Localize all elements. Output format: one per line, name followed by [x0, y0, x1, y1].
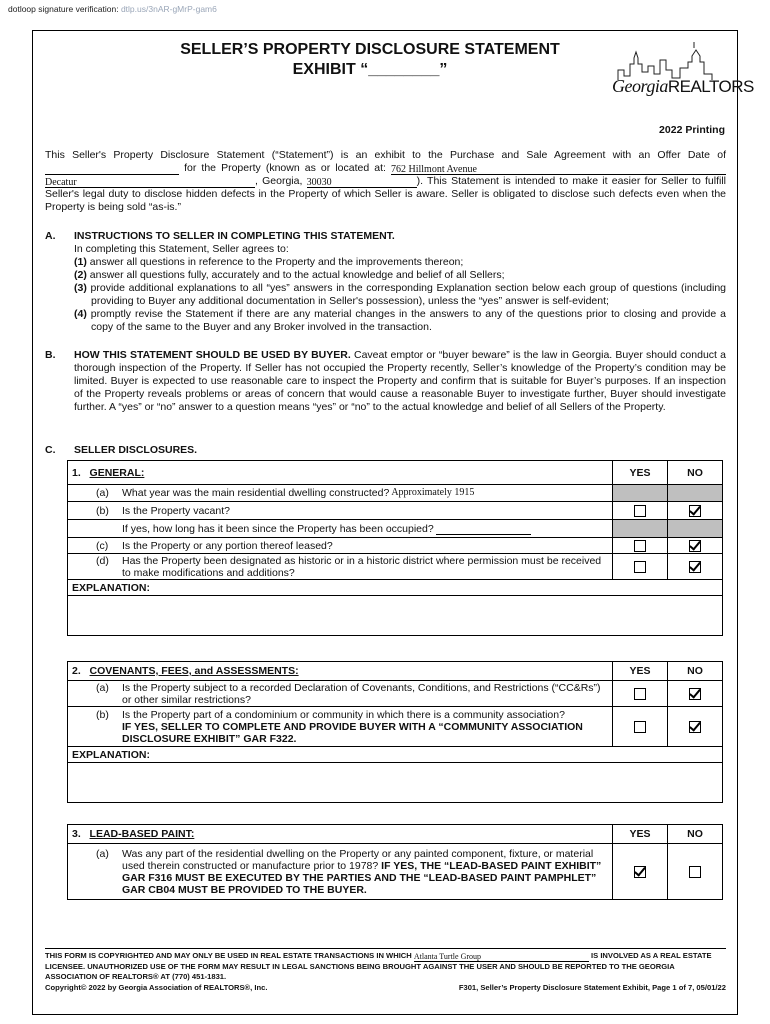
- covenants-explanation-field[interactable]: [68, 763, 723, 803]
- 1b-no-checkbox[interactable]: [689, 505, 701, 517]
- covenants-explanation-label: EXPLANATION:: [68, 747, 723, 763]
- form-title: [150, 40, 590, 80]
- section-b: B. HOW THIS STATEMENT SHOULD BE USED BY BUYER. Caveat emptor or “buyer beware” is the law in Georgia. Buyer should conduct a thorough inspection of the Property. If Seller has not occupied the Property recently, Seller’s knowledge of the Property’s condition may be limited. Buyer is expected to use reasonable care to inspect the Property and confirm that is suitable for Buyer’s purposes. If an inspection of the Property reveals problems or areas of concern that would cause a reasonable Buyer to investigate further, Buyer should investigate further. A “yes” or “no” answer to a question means “yes” or “no” to the actual knowledge and belief of all Sellers of the Property.: [45, 349, 727, 413]
- covenants-header: 2. COVENANTS, FEES, and ASSESSMENTS:: [68, 662, 613, 681]
- question-3a: (a) Was any part of the residential dwelling on the Property or any painted component, fixture, or material used therein constructed or manufacture prior to 1978? IF YES, THE “LEAD-BASED PAINT EXHIBIT” GAR F316 MUST BE EXECUTED BY THE PARTIES AND THE “LEAD-BASED PAINT PAMPHLET” GAR CB04 MUST BE PROVIDED TO THE BUYER.: [68, 844, 613, 900]
- 1d-yes-checkbox[interactable]: [634, 561, 646, 573]
- 1c-no-checkbox[interactable]: [689, 540, 701, 552]
- printing-year: 2022 Printing: [659, 124, 725, 136]
- section-a: A. INSTRUCTIONS TO SELLER IN COMPLETING THIS STATEMENT. In completing this Statement, Seller agrees to: (1) answer all questions in reference to the Property and the improvements thereon; (2) answer all questions fully, accurately and to the actual knowledge and belief of all Sellers; (3) provide additional explanations to all “yes” answers in the corresponding Explanation section below each group of questions (including providing to Buyer any additional documentation in Seller's possession), unless the “yes” answer is self-evident; (4) promptly revise the Statement if there are any material changes in the answers to any of the questions prior to closing and provide a copy of the same to the Buyer and any Broker involved in the transaction.: [45, 230, 727, 333]
- zip-field[interactable]: 30030: [307, 176, 417, 188]
- 2b-no-checkbox[interactable]: [689, 721, 701, 733]
- verification-link[interactable]: dtlp.us/3nAR-gMrP-gam6: [120, 4, 217, 14]
- section-b-heading: HOW THIS STATEMENT SHOULD BE USED BY BUYER.: [74, 349, 351, 361]
- year-built-answer[interactable]: Approximately 1915: [391, 487, 475, 498]
- general-header: 1. GENERAL:: [68, 461, 613, 485]
- intro-paragraph: This Seller's Property Disclosure Statement (“Statement”) is an exhibit to the Purchase and Sale Agreement with an Offer Date of for the Property (known as or located at: 762 Hillmont Avenue Decatur , Georgia, 30030 ). This Statement is intended to make it easier for Seller to fulfill Seller's legal duty to disclose hidden defects in the Property of which Seller is aware. Seller is obligated to disclose such defects even when the Property is being sold “as-is.”: [45, 149, 727, 213]
- lead-paint-table: 3. LEAD-BASED PAINT: YES NO (a) Was any part of the residential dwelling on the Property or any painted component, fixture, or material used therein constructed or manufacture prior to 1978? IF YES, THE “LEAD-BASED PAINT EXHIBIT” GAR F316 MUST BE EXECUTED BY THE PARTIES AND THE “LEAD-BASED PAINT PAMPHLET” GAR CB04 MUST BE PROVIDED TO THE BUYER.: [67, 824, 723, 900]
- section-c: C. SELLER DISCLOSURES.: [45, 444, 198, 456]
- general-no-header: NO: [668, 461, 723, 485]
- general-yes-header: YES: [613, 461, 668, 485]
- title-line-2: EXHIBIT “________”: [292, 61, 448, 78]
- verification-label: dotloop signature verification:: [8, 4, 119, 14]
- 3a-no-checkbox[interactable]: [689, 866, 701, 878]
- verification-bar: [8, 4, 217, 14]
- title-line-1: SELLER’S PROPERTY DISCLOSURE STATEMENT: [180, 41, 560, 58]
- section-a-heading: INSTRUCTIONS TO SELLER IN COMPLETING THIS STATEMENT.: [74, 230, 395, 242]
- general-explanation-label: EXPLANATION:: [68, 580, 723, 596]
- address-field[interactable]: 762 Hillmont Avenue: [391, 163, 726, 175]
- firm-name-field[interactable]: Atlanta Turtle Group: [414, 952, 589, 962]
- footer: THIS FORM IS COPYRIGHTED AND MAY ONLY BE USED IN REAL ESTATE TRANSACTIONS IN WHICH Atlanta Turtle Group IS INVOLVED AS A REAL ESTATE LICENSEE. UNAUTHORIZED USE OF THE FORM MAY RESULT IN LEGAL SANCTIONS BEING BROUGHT AGAINST THE USER AND SHOULD BE REPORTED TO THE GEORGIA ASSOCIATION OF REALTORS® AT (770) 451-1831. Copyright© 2022 by Georgia Association of REALTORS®, Inc. F301, Seller’s Property Disclosure Statement Exhibit, Page 1 of 7, 05/01/22: [45, 948, 726, 993]
- section-c-heading: SELLER DISCLOSURES.: [74, 444, 198, 456]
- question-1b: (b) Is the Property vacant?: [68, 502, 613, 520]
- question-1a: (a) What year was the main residential dwelling constructed? Approximately 1915: [68, 485, 613, 502]
- city-field[interactable]: Decatur: [45, 176, 255, 188]
- question-1d: (d) Has the Property been designated as historic or in a historic district where permission must be received to make modifications and additions?: [68, 554, 613, 580]
- 1d-no-checkbox[interactable]: [689, 561, 701, 573]
- lead-paint-header: 3. LEAD-BASED PAINT:: [68, 825, 613, 844]
- vacancy-duration-field[interactable]: [436, 523, 531, 535]
- question-2a: (a) Is the Property subject to a recorded Declaration of Covenants, Conditions, and Restrictions (“CC&Rs”) or other similar restrictions?: [68, 681, 613, 707]
- 3a-yes-checkbox[interactable]: [634, 866, 646, 878]
- 2a-no-checkbox[interactable]: [689, 688, 701, 700]
- 1c-yes-checkbox[interactable]: [634, 540, 646, 552]
- general-explanation-field[interactable]: [68, 596, 723, 636]
- question-1c: (c) Is the Property or any portion thereof leased?: [68, 538, 613, 554]
- 2a-yes-checkbox[interactable]: [634, 688, 646, 700]
- question-1b-followup: If yes, how long has it been since the Property has been occupied?: [68, 520, 613, 538]
- 1b-yes-checkbox[interactable]: [634, 505, 646, 517]
- georgia-realtors-logo: GeorgiaREALTORS: [612, 76, 754, 96]
- covenants-table: 2. COVENANTS, FEES, and ASSESSMENTS: YES NO (a) Is the Property subject to a recorded Declaration of Covenants, Conditions, and Restrictions (“CC&Rs”) or other similar restrictions? (b) Is the Property part of a condominium or community in which there is a community association? IF YES, SELLER TO COMPLETE AND PROVIDE BUYER WITH A “COMMUNITY ASSOCIATION DISCLOSURE EXHIBIT” GAR F322. EXPLANATION:: [67, 661, 723, 803]
- 2b-yes-checkbox[interactable]: [634, 721, 646, 733]
- question-2b: (b) Is the Property part of a condominium or community in which there is a community association? IF YES, SELLER TO COMPLETE AND PROVIDE BUYER WITH A “COMMUNITY ASSOCIATION DISCLOSURE EXHIBIT” GAR F322.: [68, 707, 613, 747]
- general-table: [67, 460, 723, 636]
- form-id: F301, Seller’s Property Disclosure Statement Exhibit, Page 1 of 7, 05/01/22: [458, 982, 726, 992]
- offer-date-field[interactable]: [45, 163, 179, 175]
- copyright: Copyright© 2022 by Georgia Association of REALTORS®, Inc.: [45, 982, 268, 992]
